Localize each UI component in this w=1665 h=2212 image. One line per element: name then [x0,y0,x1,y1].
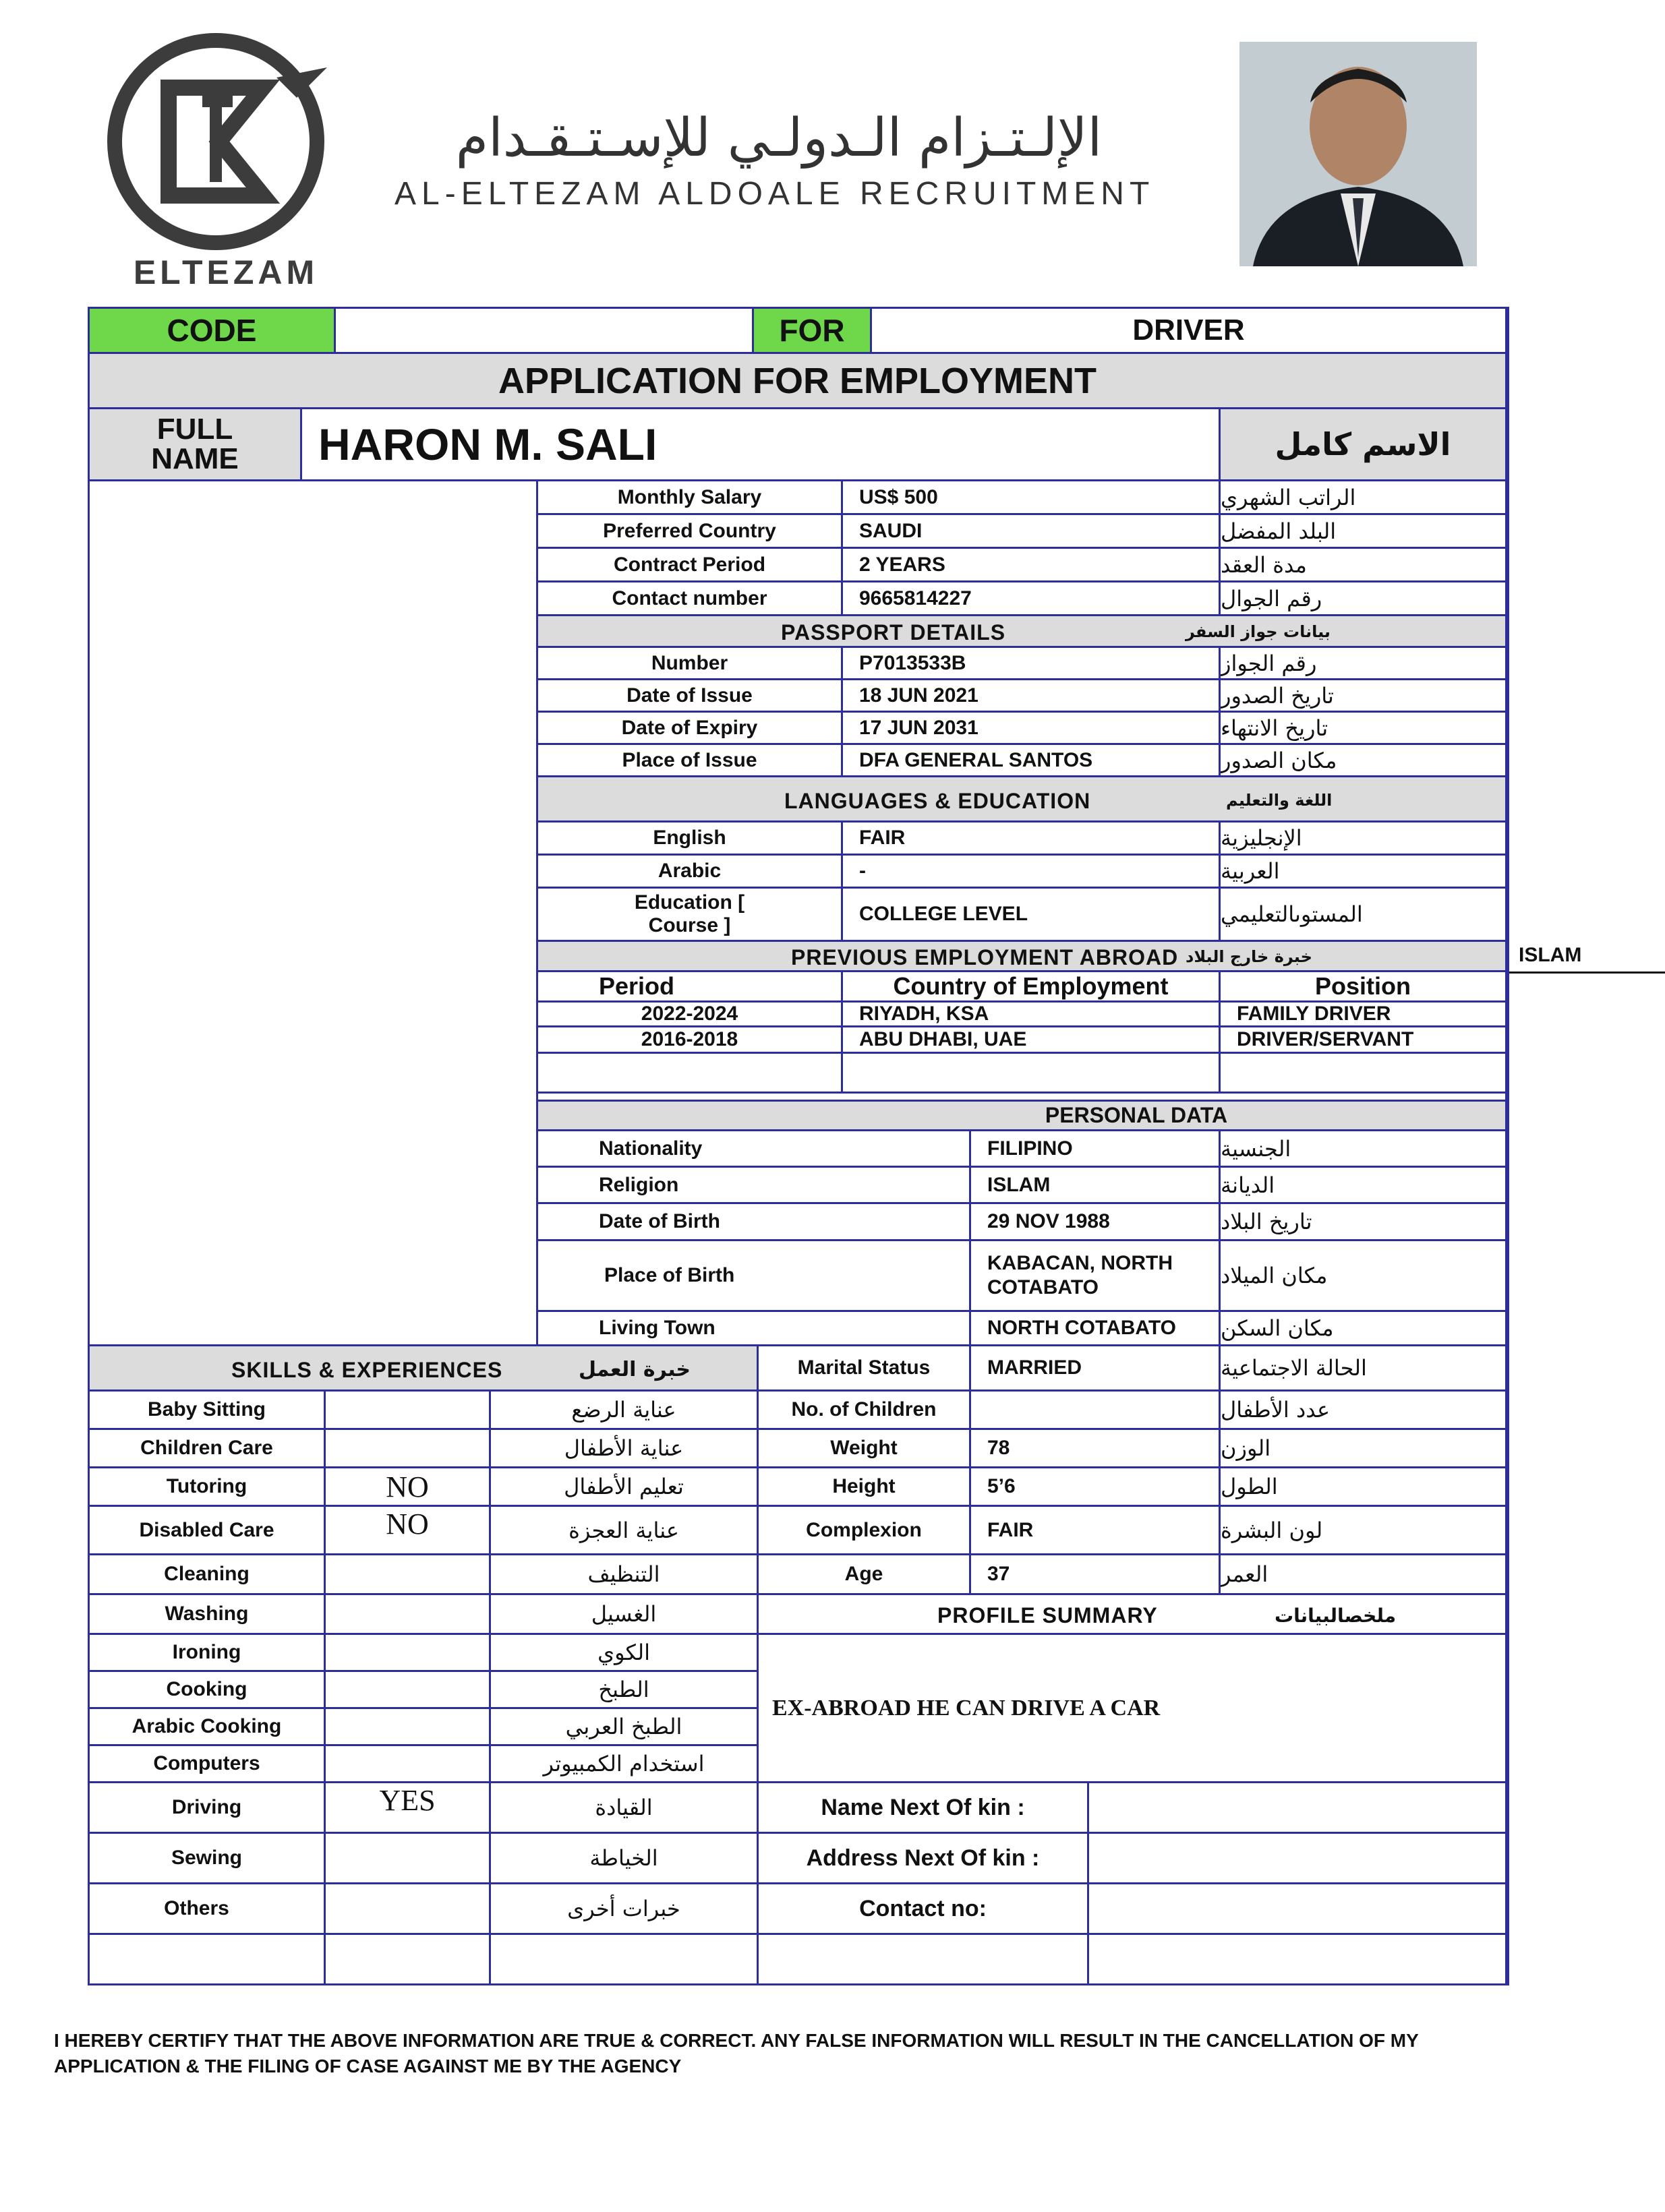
personal-label-arabic: تاريخ البلاد [1219,1202,1507,1241]
next-of-kin-contact-field[interactable] [1087,1882,1507,1935]
skill-label: Sewing [88,1832,326,1884]
job-value: US$ 500 [841,479,1221,515]
passport-label-arabic: رقم الجواز [1219,646,1507,680]
skill-answer[interactable] [324,1633,491,1672]
education-label-arabic: المستوىالتعليمي [1219,887,1507,942]
passport-label-arabic: تاريخ الانتهاء [1219,711,1507,745]
employment-period: 2016-2018 [536,1025,843,1054]
skill-label-arabic: استخدام الكمبيوتر [489,1744,759,1783]
skill-answer[interactable] [324,1428,491,1468]
languages-heading-arabic: اللغة والتعليم [1226,791,1333,810]
detail-label: Weight [757,1428,971,1468]
employment-period: 2022-2024 [536,1000,843,1027]
applicant-photo [1239,42,1477,266]
skill-answer[interactable] [324,1670,491,1709]
skill-label-arabic: الكوي [489,1633,759,1672]
skill-label: Cleaning [88,1553,326,1595]
detail-label: Height [757,1466,971,1507]
profile-summary-text: EX-ABROAD HE CAN DRIVE A CAR [772,1696,1161,1721]
language-label: English [536,820,843,856]
skill-label: Ironing [88,1633,326,1672]
job-label-arabic: الراتب الشهري [1219,479,1507,515]
skill-label-arabic: عناية الأطفال [489,1428,759,1468]
passport-heading-arabic: بيانات جواز السفر [1186,622,1331,641]
profile-heading-arabic: ملخصالبيانات [1275,1605,1397,1627]
personal-heading: PERSONAL DATA [536,1100,1507,1131]
skill-answer[interactable] [324,1882,491,1935]
job-value: 2 YEARS [841,547,1221,582]
personal-value: NORTH COTABATO [969,1310,1221,1346]
job-label: Monthly Salary [536,479,843,515]
detail-value: 37 [969,1553,1221,1595]
job-value: 9665814227 [841,580,1221,616]
skill-label: Children Care [88,1428,326,1468]
passport-value: 17 JUN 2031 [841,711,1221,745]
passport-label: Date of Issue [536,678,843,713]
skills-heading: SKILLS & EXPERIENCES [231,1358,503,1382]
employment-country: ABU DHABI, UAE [841,1025,1221,1054]
passport-label: Place of Issue [536,743,843,777]
skill-answer[interactable]: YES [324,1781,491,1834]
certification-text: I HEREBY CERTIFY THAT THE ABOVE INFORMATION ARE TRUE & CORRECT. ANY FALSE INFORMATION WILL RESULT IN THE CANCELLATION OF MY APPLICATION & THE FILING OF CASE AGAINST ME BY THE AGENCY [54,2030,1419,2076]
skill-label-arabic: التنظيف [489,1553,759,1595]
skill-answer[interactable] [324,1707,491,1746]
blank-row-right-b [1087,1933,1507,1985]
skill-label-arabic: عناية العجزة [489,1505,759,1555]
passport-value: DFA GENERAL SANTOS [841,743,1221,777]
company-name-english: AL-ELTEZAM ALDOALE RECRUITMENT [395,176,1155,212]
passport-value: P7013533B [841,646,1221,680]
blank-row-right-a [757,1933,1089,1985]
code-label: CODE [88,307,336,354]
detail-label: Marital Status [757,1344,971,1392]
skill-label: Tutoring [88,1466,326,1507]
passport-heading: PASSPORT DETAILS [781,620,1006,645]
employment-col-position: Position [1219,970,1507,1003]
full-name-arabic: الاسم كامل [1219,407,1507,481]
personal-value: ISLAM [969,1166,1221,1204]
next-of-kin-name-label: Name Next Of kin : [757,1781,1089,1834]
skill-label: Cooking [88,1670,326,1709]
for-label: FOR [752,307,872,354]
personal-value: KABACAN, NORTH COTABATO [969,1239,1221,1312]
full-name-label: FULL NAME [88,407,302,481]
job-label-arabic: البلد المفضل [1219,513,1507,549]
job-value: SAUDI [841,513,1221,549]
profile-summary-box [757,1633,1507,1783]
detail-label-arabic: لون البشرة [1219,1505,1507,1555]
detail-value: 5’6 [969,1466,1221,1507]
skill-label: Driving [88,1781,326,1834]
profile-heading-row [757,1593,1507,1635]
detail-label-arabic: الحالة الاجتماعية [1219,1344,1507,1392]
skill-label: Computers [88,1744,326,1783]
job-label-arabic: مدة العقد [1219,547,1507,582]
skill-label: Arabic Cooking [88,1707,326,1746]
language-label: Arabic [536,854,843,889]
next-of-kin-address-field[interactable] [1087,1832,1507,1884]
personal-label-arabic: الديانة [1219,1166,1507,1204]
personal-value: 29 NOV 1988 [969,1202,1221,1241]
skill-label-arabic: تعليم الأطفال [489,1466,759,1507]
passport-label-arabic: مكان الصدور [1219,743,1507,777]
employment-period [536,1052,843,1094]
personal-value: FILIPINO [969,1129,1221,1168]
languages-heading-row [536,775,1507,823]
skill-answer[interactable] [324,1593,491,1635]
personal-label-arabic: الجنسية [1219,1129,1507,1168]
detail-label: Age [757,1553,971,1595]
language-label-arabic: العربية [1219,854,1507,889]
skill-answer[interactable] [324,1744,491,1783]
logo-emblem-icon [105,30,334,253]
logo-text: ELTEZAM [133,253,319,291]
detail-value [969,1389,1221,1430]
languages-heading: LANGUAGES & EDUCATION [784,789,1091,813]
skill-label-arabic: الطبخ العربي [489,1707,759,1746]
detail-label: Complexion [757,1505,971,1555]
employment-position: FAMILY DRIVER [1219,1000,1507,1027]
skill-label-arabic: القيادة [489,1781,759,1834]
skill-answer[interactable]: NO [324,1505,491,1555]
language-label-arabic: الإنجليزية [1219,820,1507,856]
personal-label: Date of Birth [536,1202,971,1241]
skill-label-arabic: الغسيل [489,1593,759,1635]
code-field[interactable] [334,307,754,354]
person-photo-icon [1239,42,1477,266]
employment-heading: PREVIOUS EMPLOYMENT ABROAD [791,945,1179,969]
detail-value: MARRIED [969,1344,1221,1392]
detail-label-arabic: العمر [1219,1553,1507,1595]
blank-row-left [88,1933,326,1985]
applicant-name: HARON M. SALI [300,407,1221,481]
skill-label-arabic: خبرات أخرى [489,1882,759,1935]
skill-label: Baby Sitting [88,1389,326,1430]
employment-col-country: Country of Employment [841,970,1221,1003]
passport-heading-row [536,614,1507,648]
employment-position: DRIVER/SERVANT [1219,1025,1507,1054]
job-label: Contact number [536,580,843,616]
skill-label: Washing [88,1593,326,1635]
photo-area-left [88,479,538,1346]
passport-label-arabic: تاريخ الصدور [1219,678,1507,713]
detail-label-arabic: الوزن [1219,1428,1507,1468]
language-value: - [841,854,1221,889]
blank-row-mid [324,1933,491,1985]
skill-label-arabic: عناية الرضع [489,1389,759,1430]
side-note-underline [1507,972,1665,974]
employment-side-note: ISLAM [1519,944,1582,966]
form-title: APPLICATION FOR EMPLOYMENT [88,352,1507,409]
employment-heading-arabic: خبرة خارج البلاد [1186,947,1312,966]
company-name-arabic: الإلـتـزام الـدولـي للإسـتـقـدام [455,108,1103,169]
skills-heading-row [88,1344,759,1392]
passport-label: Date of Expiry [536,711,843,745]
detail-label-arabic: عدد الأطفال [1219,1389,1507,1430]
skill-answer[interactable] [324,1389,491,1430]
employment-country: RIYADH, KSA [841,1000,1221,1027]
next-of-kin-name-field[interactable] [1087,1781,1507,1834]
blank-row-right [489,1933,759,1985]
passport-label: Number [536,646,843,680]
personal-label: Living Town [536,1310,971,1346]
personal-label: Place of Birth [536,1239,971,1312]
employment-heading-row [536,940,1507,972]
education-value: COLLEGE LEVEL [841,887,1221,942]
detail-value: FAIR [969,1505,1221,1555]
passport-value: 18 JUN 2021 [841,678,1221,713]
skill-answer[interactable] [324,1553,491,1595]
skill-answer[interactable]: NO [324,1466,491,1507]
profile-heading: PROFILE SUMMARY [937,1603,1158,1627]
personal-label: Nationality [536,1129,971,1168]
job-label-arabic: رقم الجوال [1219,580,1507,616]
personal-label: Religion [536,1166,971,1204]
company-logo [105,30,334,300]
employment-col-period: Period [536,970,843,1003]
employment-country [841,1052,1221,1094]
detail-label-arabic: الطول [1219,1466,1507,1507]
skill-label: Disabled Care [88,1505,326,1555]
form-right-border [1505,307,1509,1985]
personal-label-arabic: مكان الميلاد [1219,1239,1507,1312]
detail-value: 78 [969,1428,1221,1468]
job-label: Preferred Country [536,513,843,549]
employment-position [1219,1052,1507,1094]
skills-heading-arabic: خبرة العمل [579,1358,691,1381]
next-of-kin-address-label: Address Next Of kin : [757,1832,1089,1884]
personal-label-arabic: مكان السكن [1219,1310,1507,1346]
education-label: Education [ Course ] [536,887,843,942]
skill-answer[interactable] [324,1832,491,1884]
skill-label-arabic: الخياطة [489,1832,759,1884]
position-applied: DRIVER [870,307,1507,354]
next-of-kin-contact-label: Contact no: [757,1882,1089,1935]
skill-label: Others [88,1882,326,1935]
detail-label: No. of Children [757,1389,971,1430]
job-label: Contract Period [536,547,843,582]
language-value: FAIR [841,820,1221,856]
skill-label-arabic: الطبخ [489,1670,759,1709]
